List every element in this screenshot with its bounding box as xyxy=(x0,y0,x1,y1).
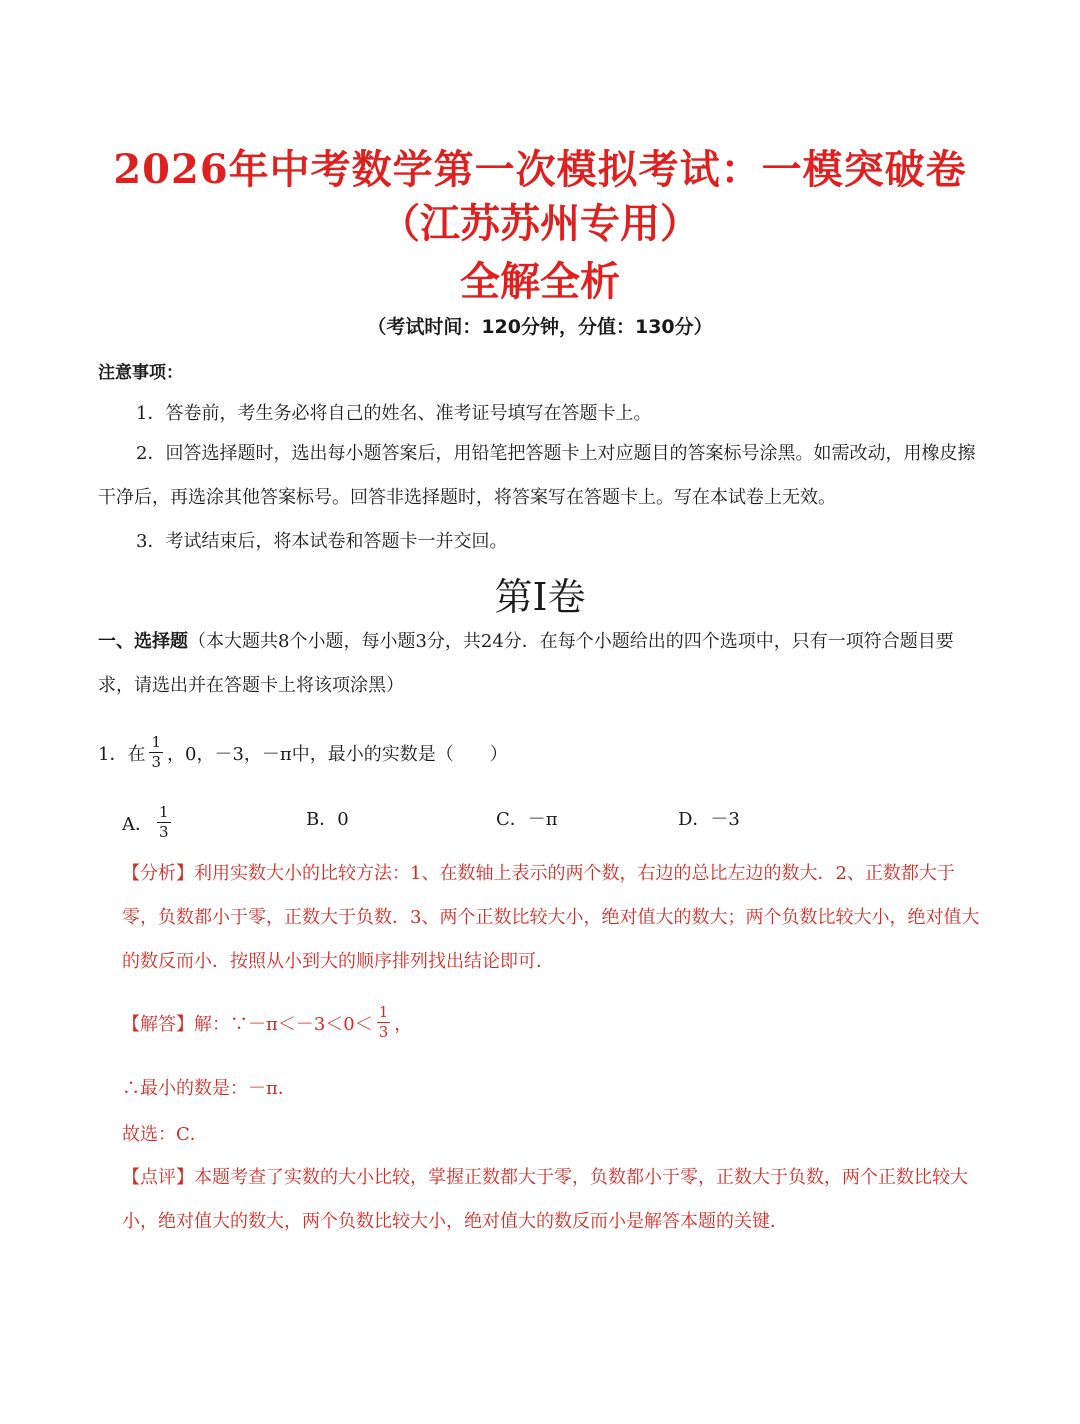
option-a-fraction xyxy=(157,805,171,840)
answer-fraction xyxy=(377,1005,391,1040)
section-label: 一、选择题 xyxy=(98,631,188,652)
option-a xyxy=(122,805,175,840)
volume-title: 第I卷 xyxy=(494,575,586,619)
option-a-label: A． xyxy=(122,813,153,835)
option-d: D．－3 xyxy=(678,809,740,830)
option-a-denominator: 3 xyxy=(159,823,169,841)
comment-text: 【点评】本题考查了实数的大小比较，掌握正数都大于零，负数都小于零，正数大于负数，两个正数比较大小，绝对值大的数大，两个负数比较大小，绝对值大的数反而小是解答本题的关键． xyxy=(122,1167,968,1232)
title-line-2: （江苏苏州专用） xyxy=(380,200,700,247)
question-1-stem xyxy=(98,735,508,770)
exam-info: （考试时间：120分钟，分值：130分） xyxy=(367,316,713,338)
option-c: C．－π xyxy=(496,809,558,830)
analysis-text: 【分析】利用实数大小的比较方法：1、在数轴上表示的两个数，右边的总比左边的数大．2、正数都大于零，负数都小于零，正数大于负数．3、两个正数比较大小，绝对值大的数大；两个负数比较大小，绝对值大的数反而小．按照从小到大的顺序排列找出结论即可． xyxy=(122,863,980,972)
question-1-prefix: 1．在 xyxy=(98,743,146,765)
answer-suffix: ， xyxy=(394,1013,413,1035)
option-b: B．0 xyxy=(306,809,349,830)
fraction-numerator: 1 xyxy=(151,733,161,751)
choice-text: 故选：C． xyxy=(122,1124,208,1145)
fraction-one-third xyxy=(149,735,163,770)
title-line-3: 全解全析 xyxy=(460,258,620,305)
section-description: （本大题共8个小题，每小题3分，共24分．在每个小题给出的四个选项中，只有一项符合题目要求，请选出并在答题卡上将该项涂黑） xyxy=(98,631,954,696)
answer-prefix: 【解答】解：∵－π＜－3＜0＜ xyxy=(122,1013,373,1035)
notice-item-3: 3．考试结束后，将本试卷和答题卡一并交回。 xyxy=(136,531,508,552)
title-line-1: 2026年中考数学第一次模拟考试：一模突破卷 xyxy=(113,146,967,193)
notice-item-1: 1．答卷前，考生务必将自己的姓名、准考证号填写在答题卡上。 xyxy=(136,403,652,424)
notice-heading: 注意事项： xyxy=(98,363,183,383)
notice-item-2: 2．回答选择题时，选出每小题答案后，用铅笔把答题卡上对应题目的答案标号涂黑。如需改动，用橡皮擦干净后，再选涂其他答案标号。回答非选择题时，将答案写在答题卡上。写在本试卷上无效。 xyxy=(98,443,976,508)
conclusion-text: ∴最小的数是：－π． xyxy=(122,1078,296,1099)
answer-denominator: 3 xyxy=(378,1023,389,1041)
answer-line xyxy=(122,1005,412,1040)
question-1-suffix: ，0，－3，－π中，最小的实数是（ ） xyxy=(167,743,508,765)
option-a-numerator: 1 xyxy=(159,803,169,821)
answer-numerator: 1 xyxy=(378,1003,389,1021)
section-header xyxy=(98,620,988,708)
fraction-denominator: 3 xyxy=(151,753,161,771)
